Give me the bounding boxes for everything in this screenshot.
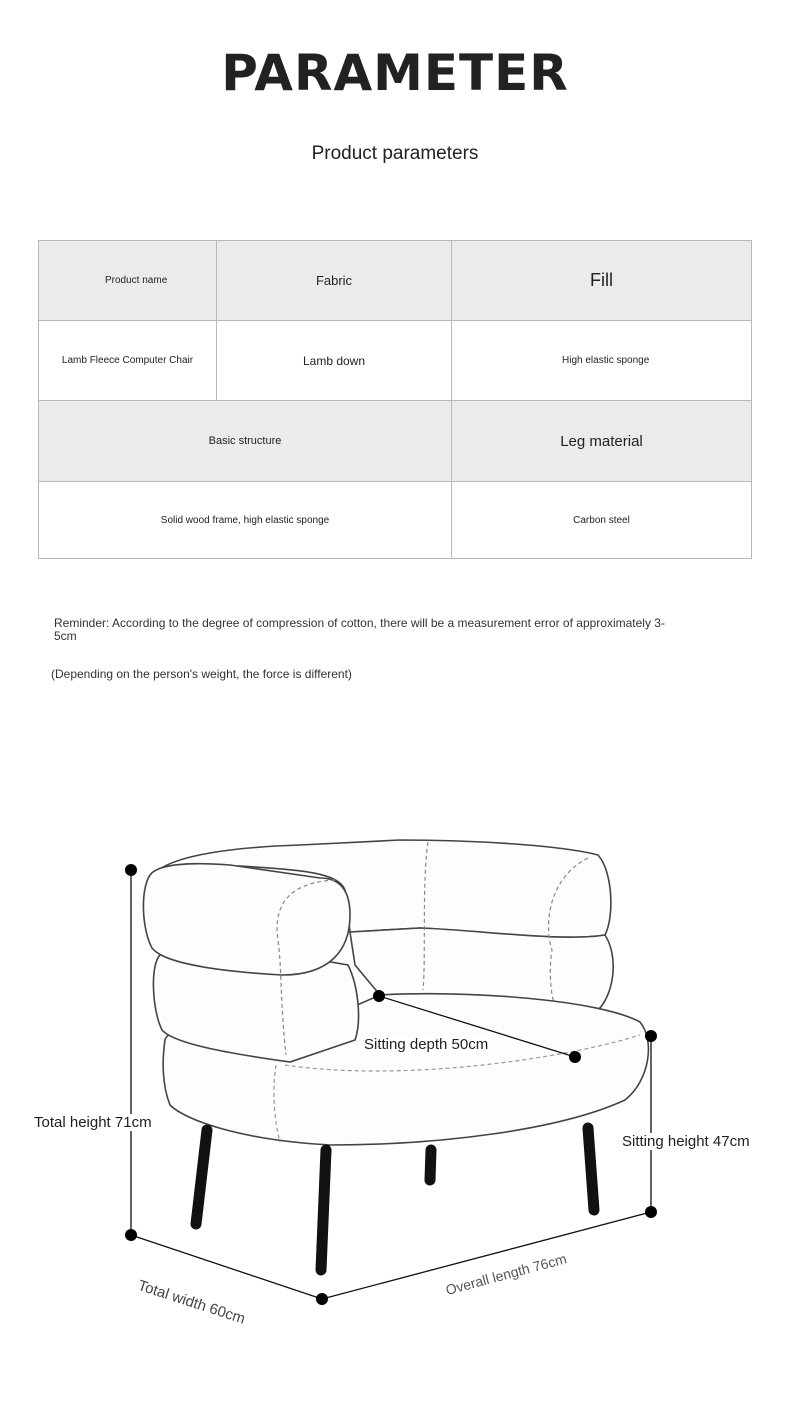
measure-dot bbox=[316, 1293, 328, 1305]
table-cell-fill-label: Fill bbox=[452, 241, 752, 321]
total-height-label: Total height 71cm bbox=[34, 1114, 152, 1131]
sitting-height-label: Sitting height 47cm bbox=[622, 1133, 750, 1150]
total-width-label: Total width 60cm bbox=[135, 1277, 248, 1328]
table-cell-leg-value: Carbon steel bbox=[452, 482, 752, 559]
parameter-table bbox=[38, 240, 752, 559]
page-title: PARAMETER bbox=[221, 44, 569, 102]
table-cell-fabric-value: Lamb down bbox=[217, 321, 452, 401]
table-cell-product-name-value: Lamb Fleece Computer Chair bbox=[39, 321, 217, 401]
table-cell-structure-value: Solid wood frame, high elastic sponge bbox=[39, 482, 452, 559]
measure-dot bbox=[645, 1030, 657, 1042]
table-row bbox=[39, 482, 752, 559]
reminder-note: Reminder: According to the degree of compression of cotton, there will be a measurement error of approximately 3-5cm bbox=[54, 616, 665, 643]
overall-length-label: Overall length 76cm bbox=[443, 1250, 569, 1298]
chair-leg-back-right bbox=[588, 1128, 594, 1210]
measure-dot bbox=[125, 1229, 137, 1241]
table-cell-fabric-label: Fabric bbox=[217, 241, 452, 321]
chair-leg-front-right bbox=[321, 1150, 326, 1270]
table-row bbox=[39, 401, 752, 482]
table-cell-structure-label: Basic structure bbox=[39, 401, 452, 482]
chair-dimension-diagram bbox=[0, 820, 790, 1330]
chair-leg-back-center bbox=[430, 1150, 431, 1180]
measure-dot bbox=[373, 990, 385, 1002]
table-row bbox=[39, 321, 752, 401]
table-cell-leg-label: Leg material bbox=[452, 401, 752, 482]
sitting-depth-label: Sitting depth 50cm bbox=[360, 1036, 492, 1053]
weight-note: (Depending on the person's weight, the force is different) bbox=[51, 667, 352, 681]
table-cell-fill-value: High elastic sponge bbox=[452, 321, 752, 401]
table-cell-product-name-label: Product name bbox=[39, 241, 217, 321]
measure-dot bbox=[569, 1051, 581, 1063]
chair-leg-front-left bbox=[196, 1130, 207, 1224]
measure-dot bbox=[645, 1206, 657, 1218]
page-subtitle: Product parameters bbox=[311, 143, 479, 164]
table-row bbox=[39, 241, 752, 321]
measure-dot bbox=[125, 864, 137, 876]
chair-armrest-upper bbox=[143, 864, 350, 975]
